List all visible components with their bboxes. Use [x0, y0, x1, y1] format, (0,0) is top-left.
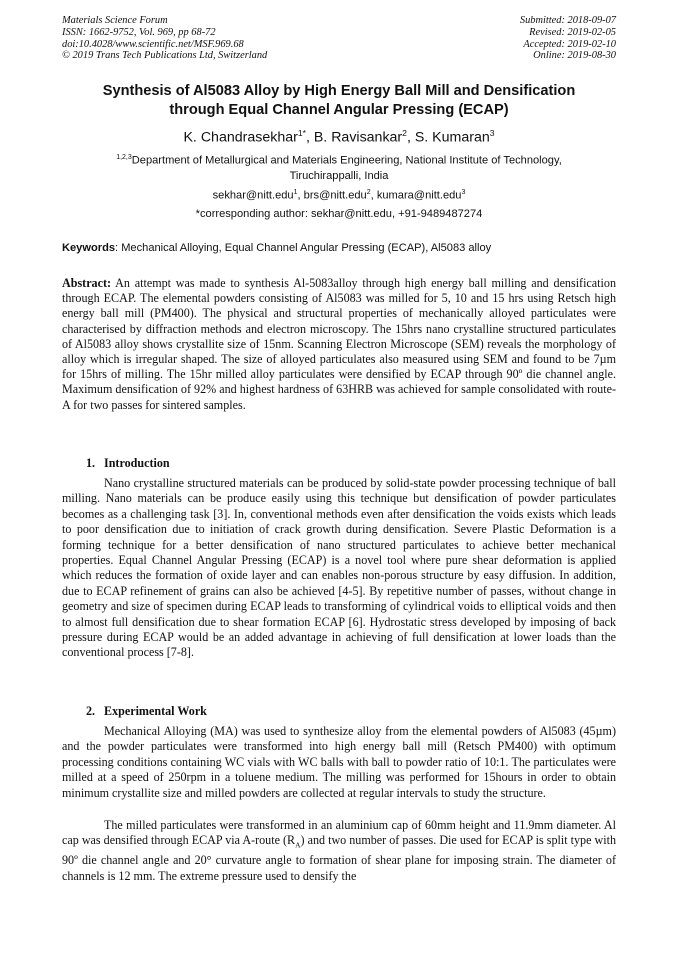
email-3: kumara@nitt.edu: [376, 189, 462, 202]
affiliation-line-1: Department of Metallurgical and Materials Engineering, National Institute of Technology,: [131, 154, 562, 167]
author-2: B. Ravisankar: [313, 129, 403, 146]
email-1: sekhar@nitt.edu: [212, 189, 294, 202]
corresponding-author: *corresponding author: sekhar@nitt.edu, +91-9489487274: [195, 208, 483, 220]
journal-copyright: © 2019 Trans Tech Publications Ltd, Switzerland: [62, 50, 268, 62]
experimental-text-2b: ) and two number of passes. Die used for ECAP is split type with 90º die channel angle and 20° curvature angle to formation of shear plane for imposing strain. The diameter of channels is 12 mm. The extreme pressure used to densify the: [62, 833, 617, 883]
introduction-text: Nano crystalline structured materials can be produced by solid-state powder processing technique of ball milling. Nano materials can be produce easily using this technique but densification of powder particulates becomes as a challenging task [3]. In, conventional methods even after densification the voids exists which leads to poor densification due to initiation of crack growth during densification. Severe Plastic Deformation is a forming technique for a better densification of nano structured particulates to achieve better mechanical properties. Equal Channel Angular Pressing (ECAP) is a novel tool where pure shear deformation is applied which reduces the formation of oxide layer and can enables non-porous structure by easy diffusion. In addition, due to ECAP refinement of grains can also be achieved [4-5]. By repetitive number of passes, without change in geometry and size of specimen during ECAP leads to transforming of cylindrical voids to elliptical voids and then to almost full densification due to shear formation ECAP [6]. Hydrostatic stress developed by imposing of back pressure during ECAP would be an added advantage in achieving of full densification at lower loads than the conventional process [7-8].: [62, 476, 616, 660]
date-revised: Revised: 2019-02-05: [529, 26, 616, 38]
journal-doi: doi:10.4028/www.scientific.net/MSF.969.68: [62, 38, 244, 50]
abstract-text: An attempt was made to synthesis Al-5083alloy through high energy ball milling and densification through ECAP. The elemental powders consisting of Al5083 was milled for 5, 10 and 15 hrs using Retsch high energy ball mill (PM400). The physical and structural properties of mechanically alloyed particulates were characterised by diffraction methods and electron microscopy. The 15hrs nano crystalline structured particulates of Al5083 alloy shows crystallite size of 15nm. Scanning Electron Microscope (SEM) reveals the morphology of alloy which is irregular shaped. The size of alloyed particulates also measured using SEM and found to be 7µm for 15hrs of milling. The 15hr milled alloy particulates were densified by ECAP through 90º die channel angle. Maximum densification of 92% and highest hardness of 63HRB was achieved for sample consolidated with route-A for two passes for sintered samples.: [62, 276, 616, 412]
journal-name: Materials Science Forum: [62, 15, 168, 26]
author-3-affil: 3: [489, 128, 495, 138]
section-number: 2.: [86, 704, 96, 718]
paper-title: [62, 82, 616, 119]
experimental-text-2a: The milled particulates were transformed in an aluminium cap of 60mm height and 11.9mm diameter. Al cap was densified through ECAP via A-route (R: [62, 818, 616, 848]
date-accepted: Accepted: 2019-02-10: [523, 38, 616, 50]
email-3-sup: 3: [461, 189, 466, 196]
journal-info: [62, 15, 267, 62]
date-online: Online: 2019-08-30: [533, 50, 616, 62]
author-separator: ,: [305, 129, 314, 146]
title-line-1: Synthesis of Al5083 Alloy by High Energy Ball Mill and Densification: [102, 83, 576, 99]
date-submitted: Submitted: 2018-09-07: [519, 15, 616, 26]
section-title: Introduction: [104, 456, 170, 470]
author-2-affil: 2: [402, 128, 407, 138]
affiliation: [62, 150, 616, 185]
email-list: sekhar@nitt.edu$^1$, brs@nitt.edu$^2$, kumara@nitt.edu$^3$: [212, 189, 466, 202]
experimental-paragraph-2: [62, 818, 616, 884]
section-number: 1.: [86, 456, 96, 470]
publication-dates: [520, 15, 616, 62]
keywords-text: : Mechanical Alloying, Equal Channel Angular Pressing (ECAP), Al5083 alloy: [115, 242, 492, 254]
title-line-2: through Equal Channel Angular Pressing (ECAP): [169, 101, 509, 118]
author-1-affil: 1*: [297, 128, 306, 138]
affiliation-sup: 1,2,3: [116, 154, 132, 161]
experimental-text-1: Mechanical Alloying (MA) was used to synthesize alloy from the elemental powders of Al5083 (45µm) and the powder particulates were transformed into high energy ball mill (Retsch PM400) with optimum processing conditions containing WC vials with WC balls with ball to powder ratio of 10:1. The particulates were milled at a speed of 250rpm in a toluene medium. The milling was performed for 15hours in order to obtain minimum crystallite size and milled powders are collected at regular intervals to study the structure.: [62, 724, 616, 800]
affiliation-line-2: Tiruchirappalli, India: [289, 170, 389, 183]
introduction-paragraph: [62, 476, 616, 661]
author-separator: ,: [406, 129, 415, 146]
section-title: Experimental Work: [104, 704, 207, 718]
author-3: S. Kumaran: [414, 129, 490, 146]
journal-header: [62, 15, 616, 62]
journal-issn: ISSN: 1662-9752, Vol. 969, pp 68-72: [62, 26, 216, 38]
route-subscript: A: [295, 840, 301, 850]
abstract: [62, 276, 616, 413]
keywords: [62, 241, 616, 256]
abstract-label: Abstract:: [62, 276, 112, 290]
experimental-paragraph-1: [62, 724, 616, 801]
email-2-sup: 2: [366, 189, 371, 196]
author-list: [62, 124, 616, 147]
section-heading-introduction: [86, 456, 170, 471]
section-heading-experimental: [86, 704, 207, 719]
author-1: K. Chandrasekhar: [183, 129, 298, 146]
email-1-sup: 1: [293, 189, 298, 196]
email-2: brs@nitt.edu: [303, 189, 367, 202]
keywords-label: Keywords: [62, 242, 116, 254]
